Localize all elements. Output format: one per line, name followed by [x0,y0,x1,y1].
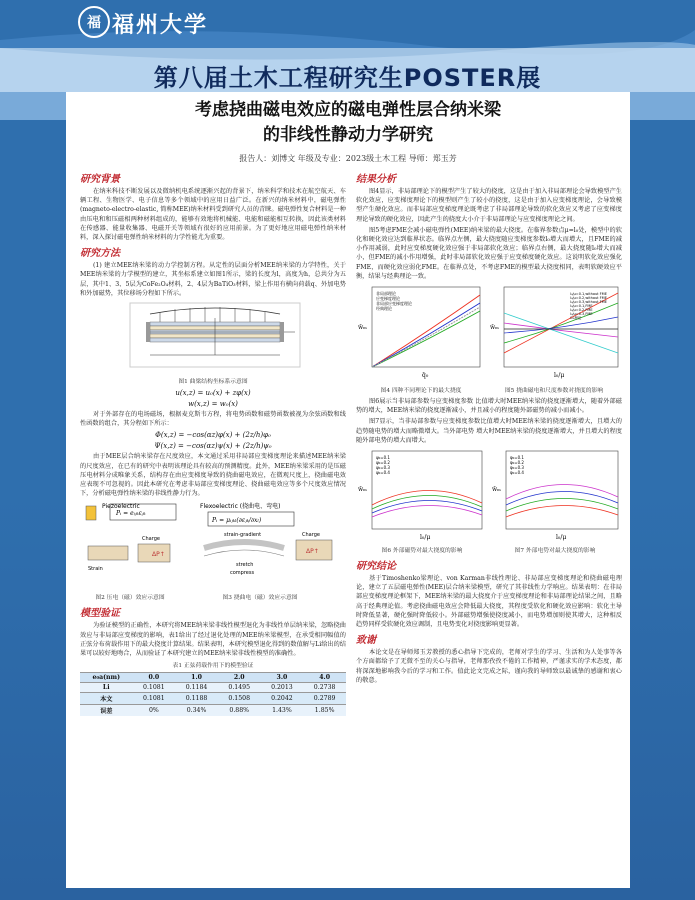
background-text: 在纳米科技不断发展以及微纳机电系统逐渐兴起的背景下，纳米科学和技术在航空航天、车辆工程、生物医学、电子信息等多个领域中的应用日益广泛。在新兴的纳米材料中，磁电弹性(magneto-electro-elastic, 简称MEE)纳米材料受到研究人员的青睐。磁电弹性复合材料是一种由压电和和压磁相两种材料组成的，能够有效地将机械能、电能和磁能相互转换，因此该类材料在传感器、能量收集器、电磁开关等领域有很好的应用前景。为了更好地应用磁电弹性纳米材料，深入探讨磁电弹性纳米材料的力学性能尤为重要。 [80,188,346,242]
figures-4-5-row [356,283,622,383]
equation-2: w(x,z) = w₀(x) [188,400,238,409]
fig2-dp: ΔP↑ [152,551,165,559]
fig5-legend-7: CL理论 [570,316,582,321]
poster-paper [66,92,630,888]
figure-7-caption: 图7 外部电势对最大挠度的影响 [514,548,596,555]
fig4-legend-1: 非局部理论 [376,291,396,297]
table-cell: 误差 [80,705,133,717]
table-1-caption: 表1 正弦荷载作用下的模型验证 [172,663,254,670]
fig4-legend-2: 应变梯度理论 [376,296,400,302]
results-text-2: 图5考虑FME会减小磁电弹性(MEE)纳米梁的最大挠度。在临界参数点μ=l₀处，模型中的软化和硬化效应达到临界状态。临界点左侧，最大挠度随应变梯度参数l₀增大而增大，且FME的减小作用减弱，此时应变梯度硬化效应强于非局部软化效应；临界点右侧，最大挠度随l₀增大而减小，但FME的减小作用增强，此时非局部软化效应强于应变梯度硬化效应。这说明软化效应强化FME，而硬化效应弱化FME。在临界点处，不考虑FME的模型最大挠度相同，表明软硬效应平衡，结果与经典理论一致。 [356,226,622,280]
table-header-cell: 1.0 [175,673,218,683]
fig5-legend-5: l₀/μ=0.2,FME [570,308,593,313]
fig6-ylabel: w̄ₘ [358,486,367,494]
fig7-legend-1: φ₀=0.1 [510,455,524,461]
fig4-legend-4: 经典理论 [376,306,392,312]
university-name: 福州大学 [112,12,209,38]
field-text: 对于外部存在的电场磁场，根据麦克斯韦方程，将电势函数和磁势函数被视为余弦函数和线性函数的组合，其分程如下所示： [80,411,346,428]
figures-4-5-captions [356,383,622,397]
figure-7-chart [490,447,622,543]
fig2-strain: Strain [88,566,103,573]
fig3-compress: compress [230,570,255,577]
figure-2 [80,500,180,590]
fig5-legend-6: l₀/μ=0.3,FME [570,312,593,317]
university-logo: 福 [78,6,110,38]
author-info: 报告人：刘博文 年级及专业：2023级土木工程 导师：郑玉芳 [239,154,457,163]
paper-title-line2: 的非线性静动力学研究 [263,125,433,145]
figure-2-piezo-diagram [80,500,180,586]
figure-4-chart [356,283,484,383]
equation-4: Ψ(x,z) = −cos(αz)ψ(x) + (2z/h)ψ₀ [154,442,272,451]
fig5-ylabel: w̄ₘ [490,324,499,332]
table-cell: 0.2738 [303,683,346,693]
section-validation-title: 模型验证 [80,608,120,620]
table-row [80,683,346,693]
fig7-ylabel: w̄ₘ [492,486,501,494]
fig4-legend-3: 非局部应变梯度理论 [376,301,412,307]
figure-3-flexo-diagram [184,500,344,586]
fig6-legend-3: ψ₀=0.3 [376,465,390,471]
table-cell: 0.34% [175,705,218,717]
fig5-legend-1: l₀/μ=0.1,without FME [570,292,607,297]
fig7-legend-2: φ₀=0.2 [510,460,524,466]
section-method-title: 研究方法 [80,248,120,260]
fig5-legend-2: l₀/μ=0.2,without FME [570,296,607,301]
table-header-cell: 4.0 [303,673,346,683]
right-column [356,170,622,687]
fig3-grad: strain-gradient [224,532,262,539]
fig4-xlabel: q̄₀ [422,372,429,380]
fig3-title: Flexoelectric (挠曲电、弯电) [200,503,281,511]
table-cell: 0.1495 [218,683,261,693]
equation-3: Φ(x,z) = −cos(αz)φ(x) + (2z/h)φ₀ [155,431,271,440]
figure-3-caption: 图3 挠曲电（磁）效应示意图 [222,595,298,602]
fig5-xlabel: l₀/μ [554,372,565,380]
section-ack-title: 致谢 [356,635,376,647]
table-cell: 0.1188 [175,693,218,705]
method-text: (1) 建立MEE纳米梁的动力学控制方程。从定性的层面分析MEE纳米梁的力学特性，关于MEE纳米梁的力学模型的建立，其坐标系建立如图1所示，梁的长度为l，高度为h，总共分为五层，其中1、3、5层为CoFe₂O₄材料，2、4层为BaTiO₃材料，梁上作用有横向荷载q、外加电势和外加磁势，其位移场分程如下所示。 [80,262,346,297]
table-cell: 1.43% [261,705,304,717]
table-cell: 0.1508 [218,693,261,705]
table-cell: 0.1081 [133,683,176,693]
fig3-dp: ΔP↑ [306,548,319,556]
validation-text: 为验证模型的正确性，本研究将MEE纳米梁非线性模型退化为非线性单层纳米梁，忽略挠曲效应与非局部应变梯度的影响，表1给出了经过退化处理的MEE纳米梁模型，在承受相同幅值的正弦分布荷载作用下的最大挠度计算结果。结果表明，本研究模型退化得到的数值解与Li给出的结果可以较好地吻合，从而验证了本研究建立的MEE纳米梁非线性模型的准确性。 [80,622,346,658]
fig2-charge: Charge [142,536,160,543]
section-background-title: 研究背景 [80,174,120,185]
table-cell: 1.85% [303,705,346,717]
table-header-cell: 3.0 [261,673,304,683]
fig7-legend-3: φ₀=0.3 [510,465,524,471]
figure-5-caption: 图5 挠曲磁电和尺度参数对挠度的影响 [504,388,604,395]
table-header-cell: 0.0 [133,673,176,683]
figures-6-7-captions [356,543,622,557]
ack-text: 本论文是在导师郑玉芳教授的悉心指导下完成的，老师对学生的学习、生活和为人处事等各个方面都给予了无微不至的关心与指导，老师那孜孜不倦的工作精神，严谨求实的学术态度，都将深深地影响我今后的学习和工作。值此论文完成之际，谨向我的导师致以最诚挚的感谢和衷心的敬意。 [356,649,622,684]
table-cell: 0% [133,705,176,717]
fig6-legend-4: ψ₀=0.4 [376,470,390,476]
section-conclusion-title: 研究结论 [356,561,396,573]
figure-6-caption: 图6 外部磁势对最大挠度的影响 [381,548,463,555]
figures-2-3-row [80,500,346,590]
fig3-equation: Pᵢ = μᵢⱼₖₗ(∂εⱼₖ/∂xₗ) [212,517,262,525]
fig2-equation: Pᵢ = eᵢⱼₖεⱼₖ [116,510,146,518]
fig6-legend-2: ψ₀=0.2 [376,460,390,466]
fig5-legend-3: l₀/μ=0.3,without FME [570,300,607,305]
results-text-3: 图6展示当非局部参数与应变梯度参数 比值增大时MEE纳米梁的挠度逐渐增大，随着外部磁势的增大，MEE纳米梁的挠度逐渐减小，并且减小的程度随外部磁势的减小而减小。 [356,398,622,415]
figure-5-chart [488,283,622,383]
table-cell: 0.2789 [303,693,346,705]
fig7-xlabel: l₀/μ [556,534,567,542]
table-row [80,705,346,717]
results-text-4: 图7显示，当非局部参数与应变梯度参数比值增大时MEE纳米梁的挠度逐渐增大，且增大的趋势随电势的增大而略微增大。当外部电势 增大时MEE纳米梁的挠度逐渐增大，并且增大的程度随外部电势的增大而增大。 [356,418,622,444]
table-cell: 0.2013 [261,683,304,693]
fig6-legend-1: ψ₀=0.1 [376,455,390,461]
figures-6-7-row [356,447,622,543]
fig4-ylabel: w̄ₘ [358,324,367,332]
paper-title-line1: 考虑挠曲磁电效应的磁电弹性层合纳米梁 [195,100,501,120]
conclusion-text: 基于Timoshenko梁理论、von Karman非线性理论、非局部应变梯度理论和挠曲磁电理论，建立了五层磁电弹性(MEE)层合纳米梁模型，研究了其非线性力学响应。结果表明：在非局部应变梯度理论框架下，MEE纳米梁的最大挠度介于应变梯度理论和非局部理论结果之间，且略高于经典理论值。考虑挠曲磁电效应会降低最大挠度，其程度受软化和硬化效应影响：软化主导时降低显著，硬化强时降低较小。外部磁势增强使挠度减小，而电势增加则使其增大，这种相反趋势同样受软硬化效应调制，且电势变化对挠度影响更显著。 [356,575,622,629]
fig7-legend-4: φ₀=0.4 [510,470,524,476]
table-cell: 0.1081 [133,693,176,705]
fig2-title: Piezoelectric [102,503,140,511]
figure-1-beam-diagram [80,300,346,370]
paper-title [66,98,630,148]
figure-6-chart [356,447,486,543]
fig3-stretch: stretch [236,562,254,569]
results-text-1: 图4显示，非局部理论下的模型产生了较大的挠度，这是由于加入非局部理论会导致模型产生软化效应，应变梯度理论下的模型则产生了较小的挠度，这是由于加入应变梯度理论，会导致模型产生硬化效应。而非局部应变梯度理论既考虑了非局部理论导致的软化效应又考虑了应变梯度理论导致的硬化效应，因此产生的挠度大小介于非局部理论与应变梯度理论之间。 [356,188,622,223]
poster-event-title: 第八届土木工程研究生POSTER展 [153,64,542,92]
table-cell: 0.88% [218,705,261,717]
validation-table [80,672,346,716]
table-cell: 本文 [80,693,133,705]
table-header-cell: e₀a(nm) [80,673,133,683]
table-header-cell: 2.0 [218,673,261,683]
table-cell: 0.1184 [175,683,218,693]
figure-1-caption: 图1 曲梁结构坐标系示意图 [178,379,248,386]
table-cell: 0.2042 [261,693,304,705]
figure-3 [184,500,344,590]
left-column [80,170,346,716]
figure-2-caption: 图2 压电（磁）效应示意图 [95,595,165,602]
fig5-legend-4: l₀/μ=0.1,FME [570,304,593,309]
fig3-charge: Charge [302,532,320,539]
section-results-title: 结果分析 [356,174,396,185]
fig6-xlabel: l₀/μ [420,534,431,542]
figures-2-3-captions [80,590,346,604]
flexo-text: 由于MEE层合纳米梁存在尺度效应，本文通过采用非局部应变梯度理论来描述MEE纳米梁的尺度效应，在已有的研究中表明该理论具有较高的预测精度。此外，MEE纳米梁采用的是压磁压电材料分成唯象关系，结构存在由应变梯度导致的挠曲磁电效应，在微观尺度上，挠曲磁电效应表现不可忽视的。因此本研究在考虑非局部应变梯度理论、挠曲磁电效应等多个尺度效应情况下，分析磁电弹性纳米梁的非线性静力行为。 [80,453,346,498]
table-row [80,693,346,705]
equation-1: u(x,z) = u₀(x) + zφ(x) [175,389,251,398]
table-header-row [80,673,346,683]
table-cell: Li [80,683,133,693]
figure-4-caption: 图4 四种不同理论下的最大挠度 [380,388,462,395]
